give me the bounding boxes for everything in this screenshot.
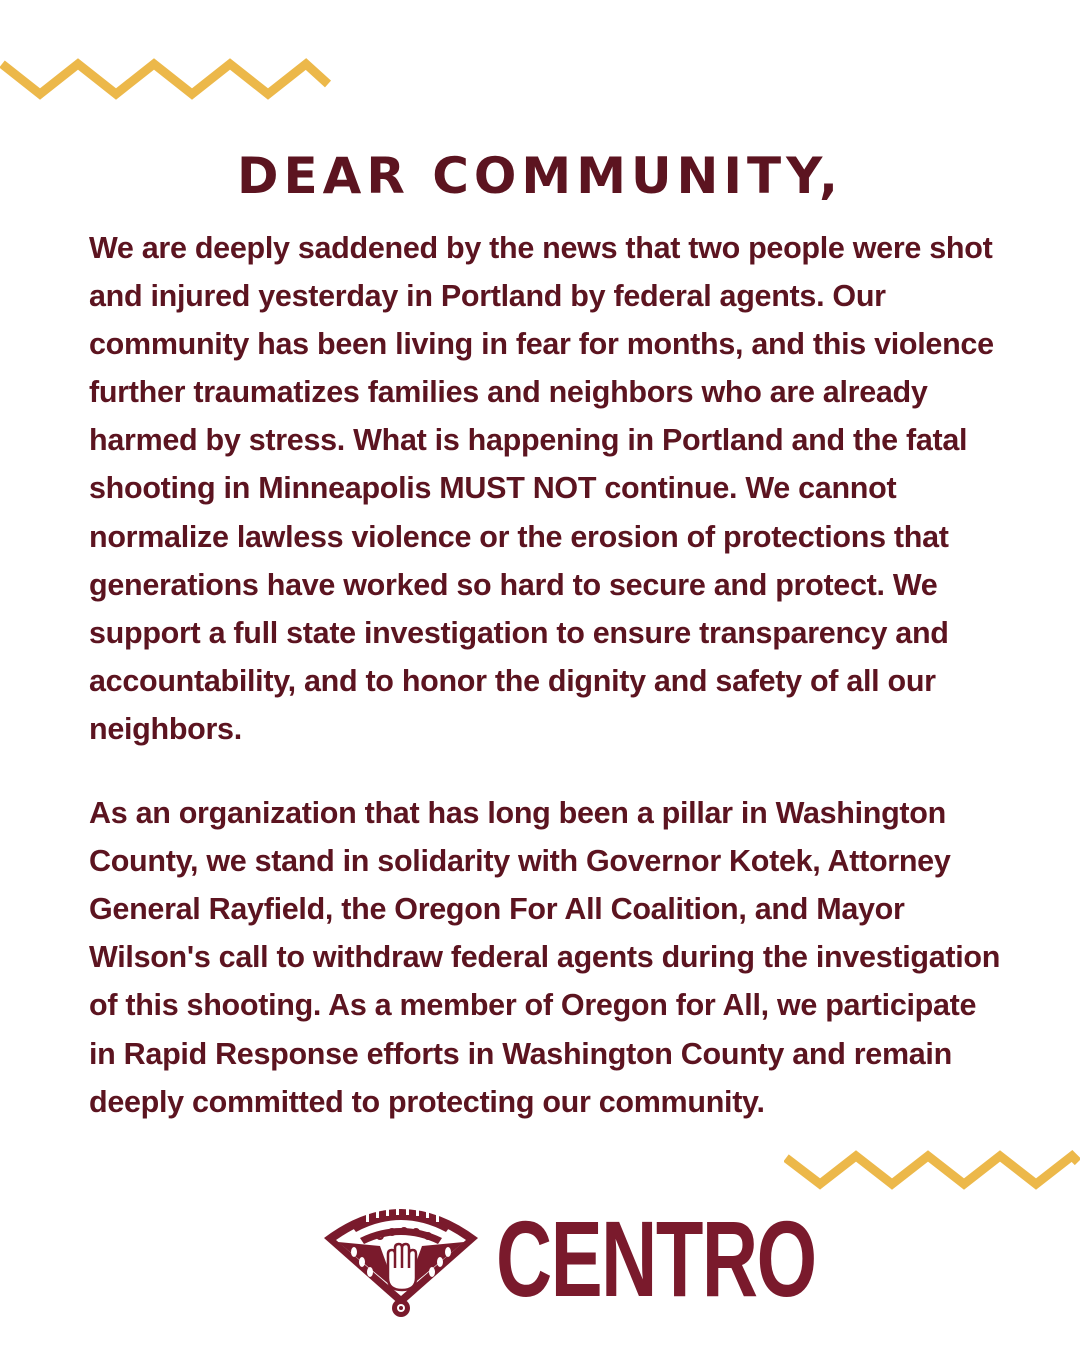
zigzag-top-decoration-icon [0, 56, 332, 102]
letter-paragraph-1: We are deeply saddened by the news that two people were shot and injured yesterday in Portland by federal agents. Our community has been living in fear for months, and this violence further traumatizes families and neighbors who are already harmed by stress. What is happening in Portland and the fatal shooting in Minneapolis MUST NOT continue. We cannot normalize lawless violence or the erosion of protections that generations have worked so hard to secure and protect. We support a full state investigation to ensure transparency and accountability, and to honor the dignity and safety of all our neighbors. [89, 231, 994, 746]
zigzag-bottom-decoration-icon [784, 1148, 1080, 1192]
centro-logo [320, 1198, 816, 1320]
brand-name: CENTRO [496, 1198, 816, 1319]
letter-paragraph-2: As an organization that has long been a pillar in Washington County, we stand in solidarity with Governor Kotek, Attorney General Rayfield, the Oregon For All Coalition, and Mayor Wilson's call to withdraw federal agents during the investigation of this shooting. As a member of Oregon for All, we participate in Rapid Response efforts in Washington County and remain deeply committed to protecting our community. [89, 796, 1001, 1119]
letter-body [89, 224, 1009, 1126]
page-title: DEAR COMMUNITY, [236, 147, 844, 205]
fan-hand-icon [320, 1198, 482, 1320]
